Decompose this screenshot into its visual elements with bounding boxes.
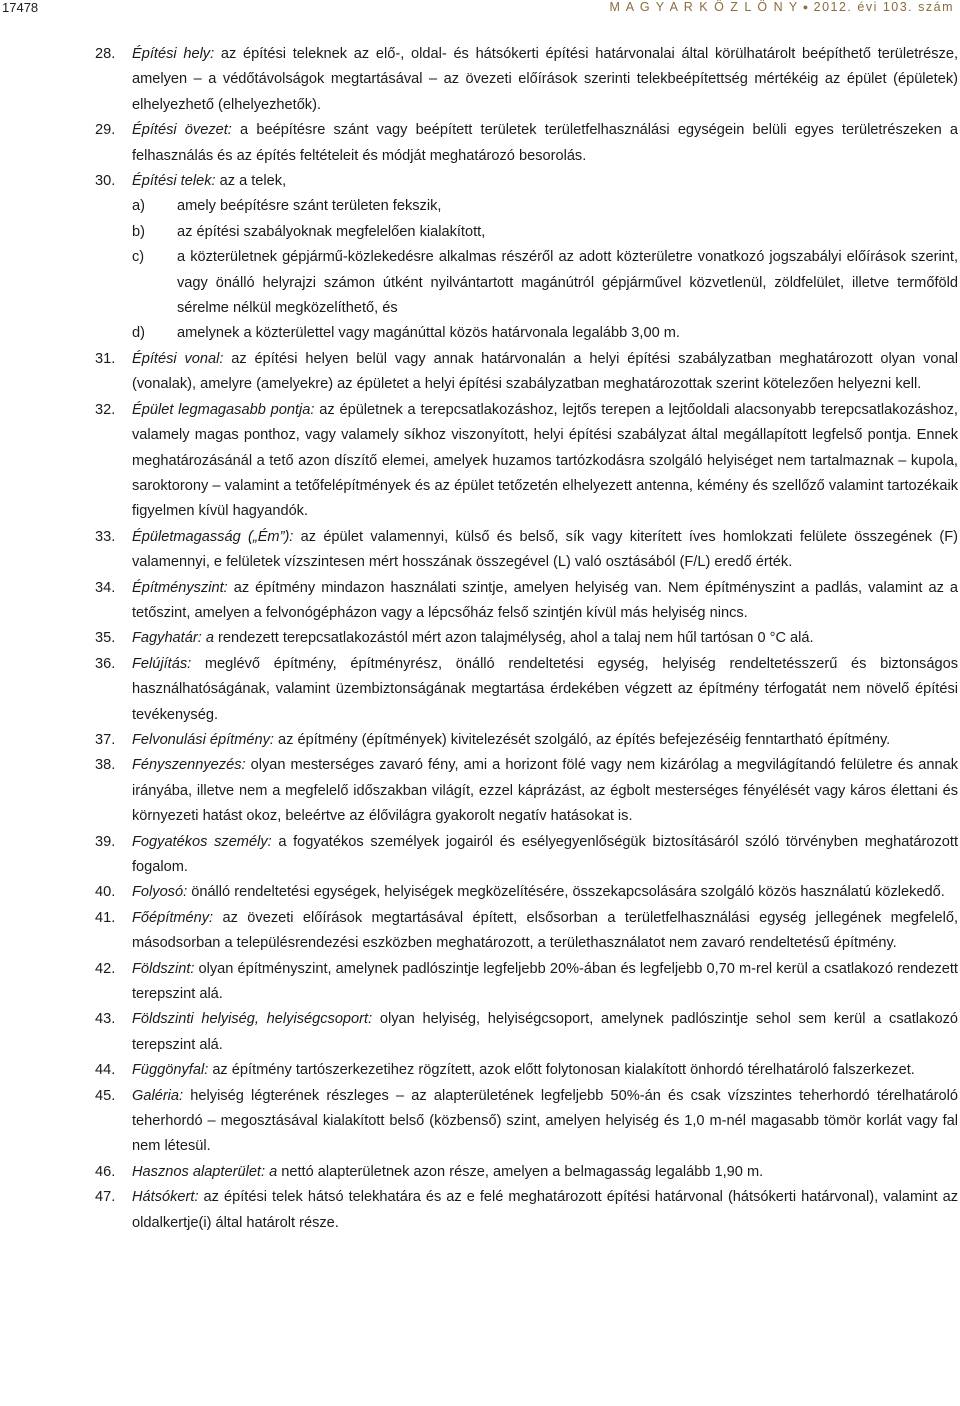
sublist-letter: a) [132, 198, 145, 215]
page-header [0, 0, 960, 22]
sublist-letter: d) [132, 325, 145, 342]
definition-number: 35. [95, 630, 116, 647]
definition-35 [95, 626, 958, 651]
definition-text: olyan helyiség, helyiségcsoport, amelynek padlószintje sehol sem kerül a csatlakozó terepszint alá. [132, 1011, 958, 1053]
definition-number: 33. [95, 528, 116, 545]
definition-46 [95, 1160, 958, 1185]
definition-number: 32. [95, 401, 116, 418]
definition-term: Építményszint: [132, 579, 228, 596]
sublist-item-b [132, 220, 958, 245]
definition-term: Főépítmény: [132, 909, 214, 926]
definition-text: az a telek, [215, 173, 287, 190]
definition-term: Fogyatékos személy: [132, 833, 272, 850]
definition-text: rendezett terepcsatlakozástól mért azon talajmélység, ahol a talaj nem hűl tartósan 0 °C alá. [213, 630, 814, 647]
definition-33 [95, 525, 958, 576]
bullet-icon: ● [802, 2, 810, 12]
definition-term: Épületmagasság („Ém”): [132, 528, 294, 545]
definition-number: 37. [95, 731, 116, 748]
definition-32 [95, 398, 958, 525]
definition-text: olyan mesterséges zavaró fény, ami a horizont fölé vagy nem kizárólag a megvilágítandó felületre és annak irányába, illetve nem a megfelelő időszakban világít, ezzel káprázást, az égbolt mesterséges fényélését vagy káros élettani és környezeti hatást okoz, beleértve az élővilágra gyakorolt negatív hatásokat is. [132, 757, 958, 825]
definition-term: Fagyhatár: a [132, 630, 214, 647]
definition-number: 43. [95, 1011, 116, 1028]
definition-28 [95, 42, 958, 118]
definition-term: Hátsókert: [132, 1189, 199, 1206]
definition-38 [95, 753, 958, 829]
sublist-item-d [132, 321, 958, 346]
definition-text: az övezeti előírások megtartásával épített, elsősorban a területfelhasználási egység jellegének megfelelő, másodsorban a településrendezési eszközben meghatározott, a területhasználatot nem zavaró rendeltetésű építmény. [132, 909, 958, 952]
sublist-item-a [132, 194, 958, 219]
definition-text: az építési telek hátsó telekhatára és az e felé meghatározott építési határvonal (hátsókerti határvonal), valamint az oldalkertje(i) által határolt része. [132, 1189, 958, 1231]
sublist-text: a közterületnek gépjármű-közlekedésre alkalmas részéről az adott közterületre vonatkozó jogszabályi előírások szerint, vagy önálló helyrajzi számon útként nyilvántartott magánútról gépjárművel közvetlenül, zöldfelület, illetve termőföld sérelme nélkül megközelíthető, és [177, 249, 958, 317]
journal-issue: 2012. évi 103. szám [813, 0, 954, 14]
definition-30-sublist [95, 194, 958, 346]
definition-text: a beépítésre szánt vagy beépített területek területfelhasználási egységein belüli egyes területrészeken a felhasználás és az építés feltételeit és módját meghatározó besorolás. [132, 122, 958, 164]
definition-number: 30. [95, 173, 116, 190]
definition-text: az épületnek a terepcsatlakozáshoz, lejtős terepen a lejtőoldali alacsonyabb terepcsatlakozáshoz, valamely magas ponthoz, vagy valamely síkhoz viszonyított, helyi építési szabályzat által megállapított legfelső pontja. Ennek meghatározásánál a tető azon díszítő elemei, amelyek huzamos tartózkodásra szolgáló helyiséget nem tartalmaznak – kupola, saroktorony – valamint a tetőfelépítmények és az épület tetőzetén elhelyezett antenna, kémény és szellőző valamint tartozékaik figyelmen kívül hagyandók. [132, 401, 958, 520]
definition-31 [95, 347, 958, 398]
sublist-text: amely beépítésre szánt területen fekszik, [177, 198, 442, 215]
definition-term: Építési vonal: [132, 350, 224, 367]
definitions-list [95, 42, 958, 1236]
definition-number: 46. [95, 1163, 116, 1180]
definition-43 [95, 1007, 958, 1058]
sublist-item-c [132, 245, 958, 321]
definition-45 [95, 1084, 958, 1160]
definition-47 [95, 1185, 958, 1236]
definition-number: 34. [95, 579, 116, 596]
definition-term: Felvonulási építmény: [132, 731, 274, 748]
definition-term: Galéria: [132, 1087, 184, 1104]
definition-term: Földszint: [132, 960, 195, 977]
definition-number: 39. [95, 833, 116, 850]
page-number: 17478 [2, 0, 39, 15]
definition-text: az építési helyen belül vagy annak határvonalán a helyi építési szabályzatban meghatározott olyan vonal (vonalak), amelyre (amelyekre) az épületet a helyi építési szabályzatban meghatározottak szerint kötelezően helyezni kell. [132, 350, 958, 393]
definition-text: helyiség légterének részleges – az alapterületének legfeljebb 50%-án és csak vízszintes teherhordó térelhatároló teherhordó – megosztásával kialakított belső (közbenső) szint, amelyen helyiség és 1,0 m-nél magasabb tömör korlát vagy fal nem létesül. [132, 1087, 958, 1155]
definition-number: 42. [95, 960, 116, 977]
definition-term: Építési hely: [132, 46, 215, 62]
definition-number: 28. [95, 46, 116, 62]
definition-term: Földszinti helyiség, helyiségcsoport: [132, 1011, 373, 1028]
sublist-text: az építési szabályoknak megfelelően kialakított, [177, 223, 486, 240]
definition-text: önálló rendeltetési egységek, helyiségek megközelítésére, összekapcsolására szolgáló közös használatú közlekedő. [187, 884, 945, 901]
definition-number: 38. [95, 757, 116, 774]
definition-number: 45. [95, 1087, 116, 1104]
sublist-text: amelynek a közterülettel vagy magánúttal közös határvonala legalább 3,00 m. [177, 325, 680, 342]
definition-number: 41. [95, 909, 116, 926]
definition-text: az építmény (építmények) kivitelezését szolgáló, az építés befejezéséig fenntartható építmény. [273, 731, 891, 748]
journal-name: M A G Y A R K Ö Z L Ö N Y [609, 0, 799, 14]
definition-39 [95, 830, 958, 881]
definition-29 [95, 118, 958, 169]
definition-term: Felújítás: [132, 655, 192, 672]
definition-number: 47. [95, 1189, 116, 1206]
definition-number: 36. [95, 655, 116, 672]
definition-number: 31. [95, 350, 116, 367]
definition-42 [95, 957, 958, 1008]
definition-text: a fogyatékos személyek jogairól és esélyegyenlőségük biztosításáról szóló törvényben meghatározott fogalom. [132, 833, 959, 875]
definition-term: Építési telek: [132, 173, 216, 190]
definition-34 [95, 576, 958, 627]
definition-term: Folyosó: [132, 884, 188, 901]
definition-number: 29. [95, 122, 116, 139]
definition-number: 40. [95, 884, 116, 901]
definition-term: Függönyfal: [132, 1062, 209, 1079]
definition-text: az építmény mindazon használati szintje, amelyen helyiség van. Nem építményszint a padlás, valamint az a tetőszint, amelyen a felvonógépházon vagy a lépcsőház felső szintjén kívül más helyiség nincs. [132, 579, 958, 621]
definition-term: Fényszennyezés: [132, 757, 246, 774]
definition-text: az építmény tartószerkezetihez rögzített, azok előtt folytonosan kialakított önhordó térelhatároló falszerkezet. [208, 1062, 915, 1079]
definition-term: Hasznos alapterület: a [132, 1163, 278, 1180]
definition-number: 44. [95, 1062, 116, 1079]
definition-36 [95, 652, 958, 728]
definition-44 [95, 1058, 958, 1083]
sublist-letter: c) [132, 249, 145, 266]
definition-41 [95, 906, 958, 957]
definition-text: olyan építményszint, amelynek padlószintje legfeljebb 20%-ában és legfeljebb 0,70 m-rel kerül a csatlakozó rendezett terepszint alá. [132, 960, 958, 1003]
definition-30 [95, 169, 958, 194]
definition-text: az építési teleknek az elő-, oldal- és hátsókerti építési határvonalai által körülhatárolt beépíthető területrésze, amelyen – a védőtávolságok megtartásával – az övezeti előírások szerinti telekbeépítettség mértékéig az épület (épületek) elhelyezhető (elhelyezhetők). [132, 46, 958, 113]
definition-term: Építési övezet: [132, 122, 232, 139]
definition-term: Épület legmagasabb pontja: [132, 401, 315, 418]
definition-text: az épület valamennyi, külső és belső, sík vagy kiterített íves homlokzati felülete összegének (F) valamennyi, e felületek vízszintesen mért hosszának összegével (L) való osztásából (F/L) eredő érték. [132, 528, 959, 571]
definition-text: nettó alapterületnek azon része, amelyen a belmagasság legalább 1,90 m. [277, 1163, 764, 1180]
journal-title [610, 0, 955, 14]
definition-40 [95, 880, 958, 905]
sublist-letter: b) [132, 223, 145, 240]
definition-text: meglévő építmény, építményrész, önálló rendeltetési egység, helyiség rendeltetésszerű és biztonságos használhatóságának, valamint üzembiztonságának megtartása érdekében végzett az építmény térfogatát nem növelő építési tevékenység. [132, 655, 958, 723]
definition-37 [95, 728, 958, 753]
